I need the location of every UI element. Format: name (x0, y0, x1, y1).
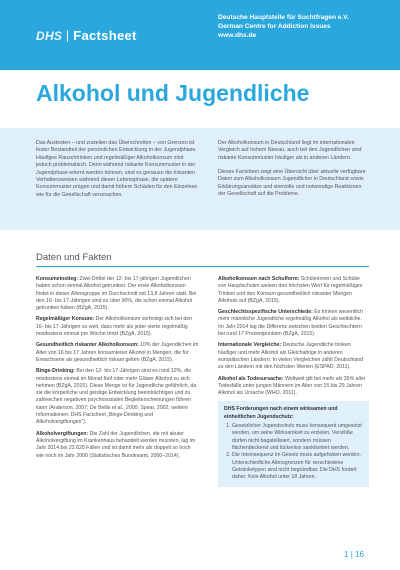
fact-term: Internationale Vergleiche: (218, 342, 282, 349)
fact-paragraph (218, 309, 369, 338)
demands-item: 2. Die Inkonsequenz im Gesetz muss aufgehoben werden. Unterschiedliche Altersgrenzen für verschiedene Getränketypen sind nicht begründbar. Die DHS fordert daher: Kein Alkohol unter 18 Jahren. (232, 452, 363, 481)
fact-text: Schülerinnen und Schüler von Hauptschulen weisen den höchsten Wert für regelmäßiges Trinken und den Konsum gesundheitlich riskanter Mengen Alkohols auf (BZgA, 2015). (218, 276, 363, 304)
fact-paragraph (218, 376, 369, 398)
dhs-logo: DHS (36, 28, 63, 43)
fact-text: Zwei Drittel der 12- bis 17-jährigen Jugendlichen haben schon einmal Alkohol getrunken. Der erste Alkoholkonsum findet in dieser Altersgruppe im Durchschnitt mit 13,8 Jahren statt. Bei den 16- bis 17-Jährigen sind es über 90%, die schon einmal Alkohol getrunken haben (BZgA, 2015). (36, 276, 197, 312)
intro-text-right: Der Alkoholkonsum in Deutschland liegt im internationalen Vergleich auf hohem Niveau, auch bei den Jugendlichen sind riskante Konsummuster häufiger als in anderen Ländern. (218, 140, 362, 161)
facts-column-right (218, 276, 369, 487)
factsheet-label: Factsheet (73, 28, 137, 43)
fact-paragraph (36, 368, 199, 426)
fact-term: Geschlechtsspezifische Unterschiede: (218, 309, 313, 316)
fact-text: Weltweit gilt bei mehr als 35% aller Todesfälle unter jungen Männern im Alter von 15 bis 29 Jahren Alkohol als Ursache (WHO, 2011). (218, 375, 366, 397)
fact-text: Bei den 12- bis 17-Jährigen sind es rund 12%, die mindestens einmal im Monat fünf oder mehr Gläser Alkohol zu sich nehmen (BZgA, 2015). Diese Menge ist für Jugendliche gefährlich, da sie die körperliche und geistige Entwicklung beeinträchtigen und zu zahlreichen negativen psychosozialen Begleiterscheinungen führen kann (Anderson, 2007; De Bellis et al., 2000; Spear, 2002; weitere Informationen: DHS Factsheet „Binge-Drinking und Alkoholvergiftungen“). (36, 368, 197, 426)
facts-column-left (36, 276, 199, 464)
section-divider (36, 266, 369, 267)
intro-text-left: Das Austesten – und zuweilen das Überschreiten – von Grenzen ist fester Bestandteil der persönlichen Entwicklung in der Jugendphase. Häufiges Rauschtrinken und regelmäßiger Alkoholkonsum sind jedoch problematisch. Denn während riskante Konsummuster in der Jugendphase erlernt werden können, sind es genauso die riskanten Verhaltensweisen während dieser Lebensphase, die spätere Konsummuster prägen und damit höhere Schäden für den Einzelnen wie für die Gesellschaft verursachen. (36, 140, 198, 198)
intro-text-right-2: Dieses Factsheet zeigt eine Übersicht über aktuelle verfügbare Daten zum Alkoholkonsum Jugendlicher in Deutschland sowie Erklärungsansätze und sinnvolle und notwendige Reaktionen der Gesellschaft auf die Probleme. (218, 169, 366, 198)
fact-text: Deutsche Jugendliche trinken häufiger und mehr Alkohol als Gleichaltrige in anderen europäischen Ländern. In vielen Vergleichen zählt Deutschland zu den Ländern mit den höchsten Werten (ESPAD, 2011). (218, 342, 364, 371)
fact-paragraph (218, 342, 369, 371)
fact-text: Es trinken wesentlich mehr männliche Jugendliche regelmäßig Alkohol als weibliche. Im Jahr 2014 lag die Differenz zwischen beiden Geschlechtern bei rund 17 Prozentpunkten (BZgA, 2015). (218, 309, 364, 338)
demands-item: 1. Gesetzlicher Jugendschutz muss konsequent umgesetzt werden, um seine Wirksamkeit zu erzielen. Verstöße dürfen nicht bagatellisiert, sondern müssen flächendeckend und lückenlos sanktioniert werden. (232, 423, 363, 452)
header-bar (0, 0, 400, 70)
fact-term: Alkoholvergiftungen: (36, 430, 89, 437)
fact-term: Konsumeinstieg: (36, 276, 79, 282)
demands-heading: DHS Forderungen nach einem wirksamen und einheitlichen Jugendschutz: (224, 406, 338, 420)
fact-term: Binge-Drinking: (36, 368, 75, 375)
fact-paragraph (36, 276, 199, 312)
demands-list (224, 423, 363, 481)
intro-panel (0, 128, 400, 230)
fact-paragraph (36, 342, 199, 364)
fact-term: Regelmäßiger Konsum: (36, 316, 95, 323)
fact-text: 10% der Jugendlichen im Alter von 16 bis 17 Jahren konsumieren Alkohol in Mengen, die für Erwachsene als gesundheitlich riskant gelten (BZgA, 2015). (36, 342, 199, 363)
fact-text: Die Zahl der Jugendlichen, die mit akuter Alkoholvergiftung im Krankenhaus behandelt werden mussten, lag im Jahr 2014 bei 22.628 Fällen und ist damit mehr als doppelt so hoch wie noch im Jahr 2000 (Statistisches Bundesamt, 2000–2014). (36, 430, 196, 459)
org-name-en: German Centre for Addiction Issues (218, 23, 331, 30)
brand-divider (67, 30, 68, 42)
page-title: Alkohol und Jugendliche (36, 80, 310, 106)
fact-paragraph (218, 276, 369, 305)
org-name-de: Deutsche Hauptstelle für Suchtfragen e.V. (218, 14, 349, 21)
fact-paragraph (36, 316, 199, 338)
org-url[interactable]: www.dhs.de (218, 32, 257, 39)
fact-term: Alkoholkonsum nach Schulform: (218, 276, 300, 282)
section-title: Daten und Fakten (36, 252, 112, 263)
factsheet-brand (36, 28, 137, 43)
fact-paragraph (36, 431, 199, 460)
organization-info (218, 13, 349, 40)
demands-box (218, 401, 369, 487)
page-number: 1 | 16 (344, 550, 364, 559)
fact-term: Gesundheitlich riskanter Alkoholkonsum: (36, 342, 139, 349)
fact-term: Alkohol als Todesursache: (218, 375, 284, 382)
fact-text: Der Alkoholkonsum verfestigt sich bei den 16- bis 17-Jährigen so weit, dass mehr als jeder vierte regelmäßig mindestens einmal pro Woche trinkt (BZgA, 2015). (36, 316, 192, 338)
